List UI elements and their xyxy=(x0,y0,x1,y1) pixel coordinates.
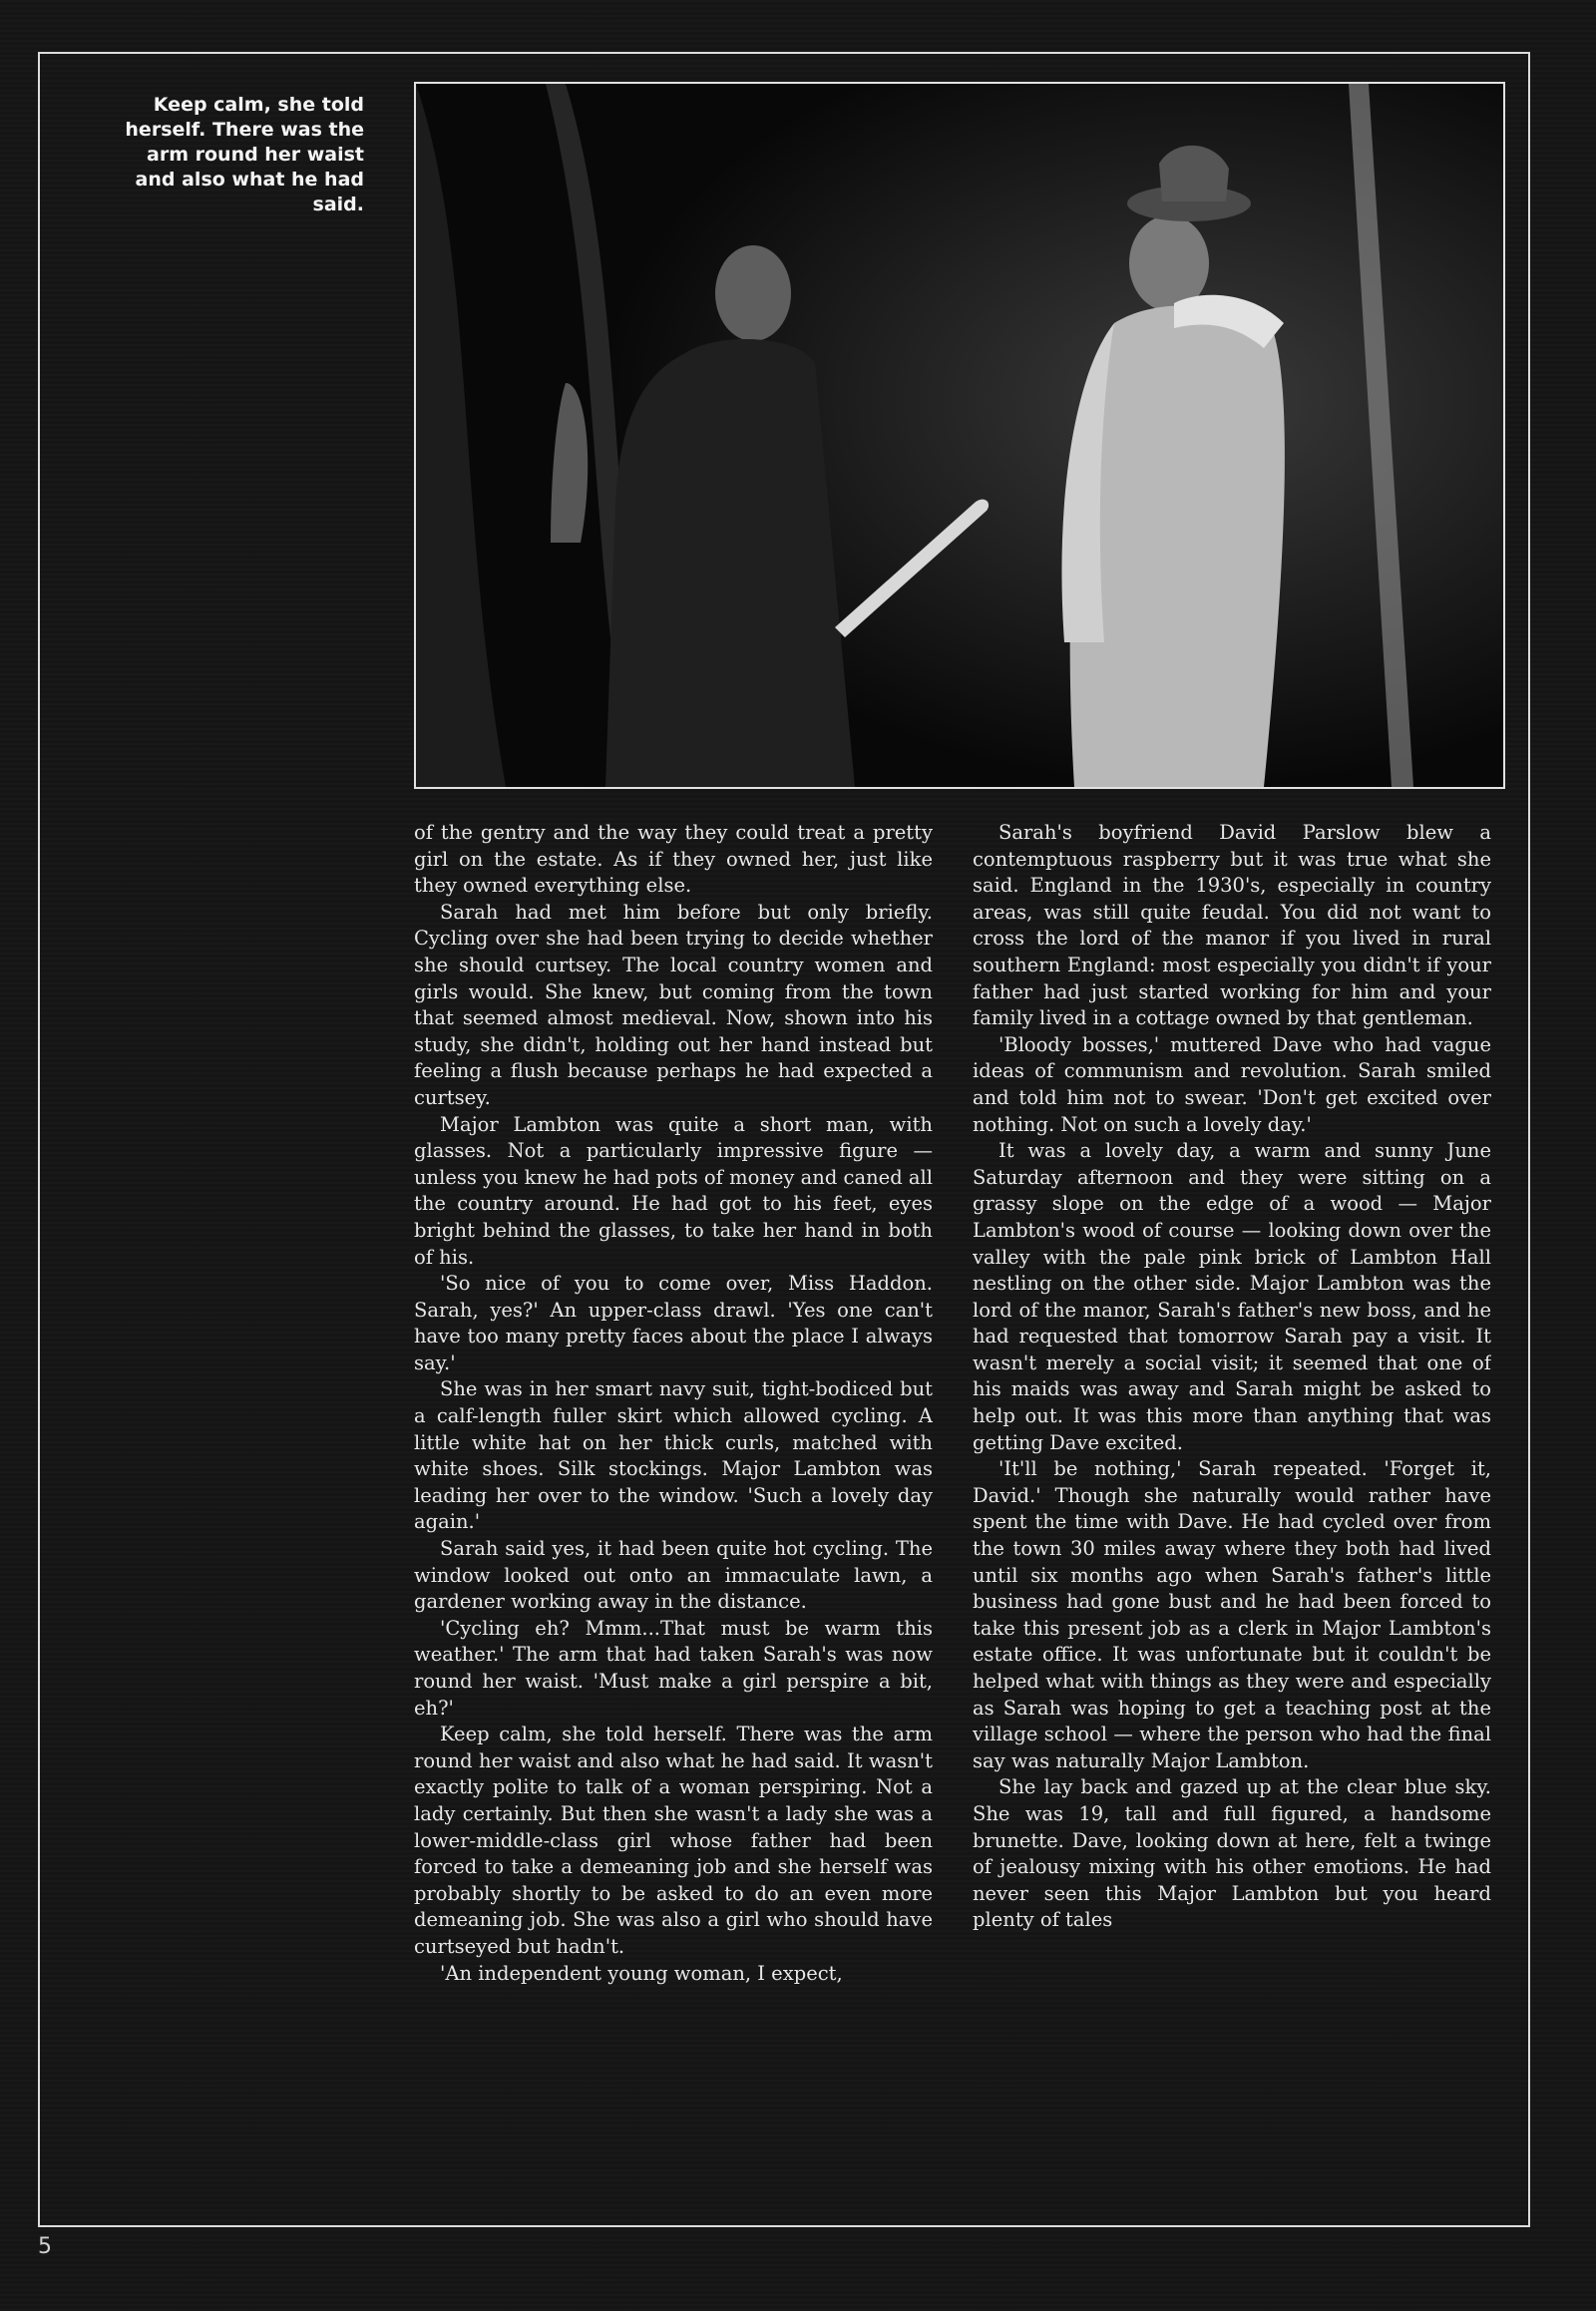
paragraph: 'So nice of you to come over, Miss Haddon. Sarah, yes?' An upper-class drawl. 'Yes one can't have too many pretty faces about the place I always say.' xyxy=(414,1272,933,1374)
text-column-left xyxy=(414,820,933,2206)
paragraph: She lay back and gazed up at the clear blue sky. She was 19, tall and full figured, a handsome brunette. Dave, looking down at here, felt a twinge of jealousy mixing with his other emotions. He had never seen this Major Lambton but you heard plenty of tales xyxy=(973,1775,1491,1932)
text-column-right xyxy=(973,820,1491,2206)
photo-image xyxy=(416,84,1503,787)
paragraph: Keep calm, she told herself. There was the arm round her waist and also what he had said. It wasn't exactly polite to talk of a woman perspiring. Not a lady certainly. But then she wasn't a lady she was a lower-middle-class girl whose father had been forced to take a demeaning job and she herself was probably shortly to be asked to do an even more demeaning job. She was also a girl who should have curtseyed but hadn't. xyxy=(414,1723,933,1958)
page-number: 5 xyxy=(38,2234,52,2259)
pull-quote-caption: Keep calm, she told herself. There was the arm round her waist and also what he had said. xyxy=(125,94,364,215)
paragraph: Sarah had met him before but only briefly. Cycling over she had been trying to decide whether she should curtsey. The local country women and girls would. She knew, but coming from the town that seemed almost medieval. Now, shown into his study, she didn't, holding out her hand instead but feeling a flush because perhaps he had expected a curtsey. xyxy=(414,900,933,1109)
paragraph: 'An independent young woman, I expect, xyxy=(440,1961,843,1985)
paragraph: She was in her smart navy suit, tight-bodiced but a calf-length fuller skirt which allowed cycling. A little white hat on her thick curls, matched with white shoes. Silk stockings. Major Lambton was leading her over to the window. 'Such a lovely day again.' xyxy=(414,1377,933,1534)
illustration-photo xyxy=(414,82,1505,789)
paragraph: of the gentry and the way they could treat a pretty girl on the estate. As if they owned her, just like they owned everything else. xyxy=(414,821,933,898)
paragraph: 'Bloody bosses,' muttered Dave who had vague ideas of communism and revolution. Sarah smiled and told him not to swear. 'Don't get excited over nothing. Not on such a lovely day.' xyxy=(973,1032,1491,1136)
paragraph: 'Cycling eh? Mmm...That must be warm this weather.' The arm that had taken Sarah's was now round her waist. 'Must make a girl perspire a bit, eh?' xyxy=(414,1616,933,1720)
paragraph: It was a lovely day, a warm and sunny June Saturday afternoon and they were sitting on a grassy slope on the edge of a wood — Major Lambton's wood of course — looking down over the valley with the pale pink brick of Lambton Hall nestling on the other side. Major Lambton was the lord of the manor, Sarah's father's new boss, and he had requested that tomorrow Sarah pay a visit. It wasn't merely a social visit; it seemed that one of his maids was away and Sarah might be asked to help out. It was this more than anything that was getting Dave excited. xyxy=(973,1139,1491,1454)
paragraph: Major Lambton was quite a short man, with glasses. Not a particularly impressive figure — unless you knew he had pots of money and caned all the country around. He had got to his feet, eyes bright behind the glasses, to take her hand in both of his. xyxy=(414,1112,933,1269)
paragraph: Sarah said yes, it had been quite hot cycling. The window looked out onto an immaculate lawn, a gardener working away in the distance. xyxy=(414,1537,933,1614)
paragraph: 'It'll be nothing,' Sarah repeated. 'Forget it, David.' Though she naturally would rather have spent the time with Dave. He had cycled over from the town 30 miles away where they both had lived until six months ago when Sarah's father's little business had gone bust and he had been forced to take this present job as a clerk in Major Lambton's estate office. It was unfortunate but it couldn't be helped what with things as they were and especially as Sarah was hoping to get a teaching post at the village school — where the person who had the final say was naturally Major Lambton. xyxy=(973,1457,1491,1772)
paragraph: Sarah's boyfriend David Parslow blew a contemptuous raspberry but it was true what she said. England in the 1930's, especially in country areas, was still quite feudal. You did not want to cross the lord of the manor if you lived in rural southern England: most especially you didn't if your father had just started working for him and your family lived in a cottage owned by that gentleman. xyxy=(973,821,1491,1030)
